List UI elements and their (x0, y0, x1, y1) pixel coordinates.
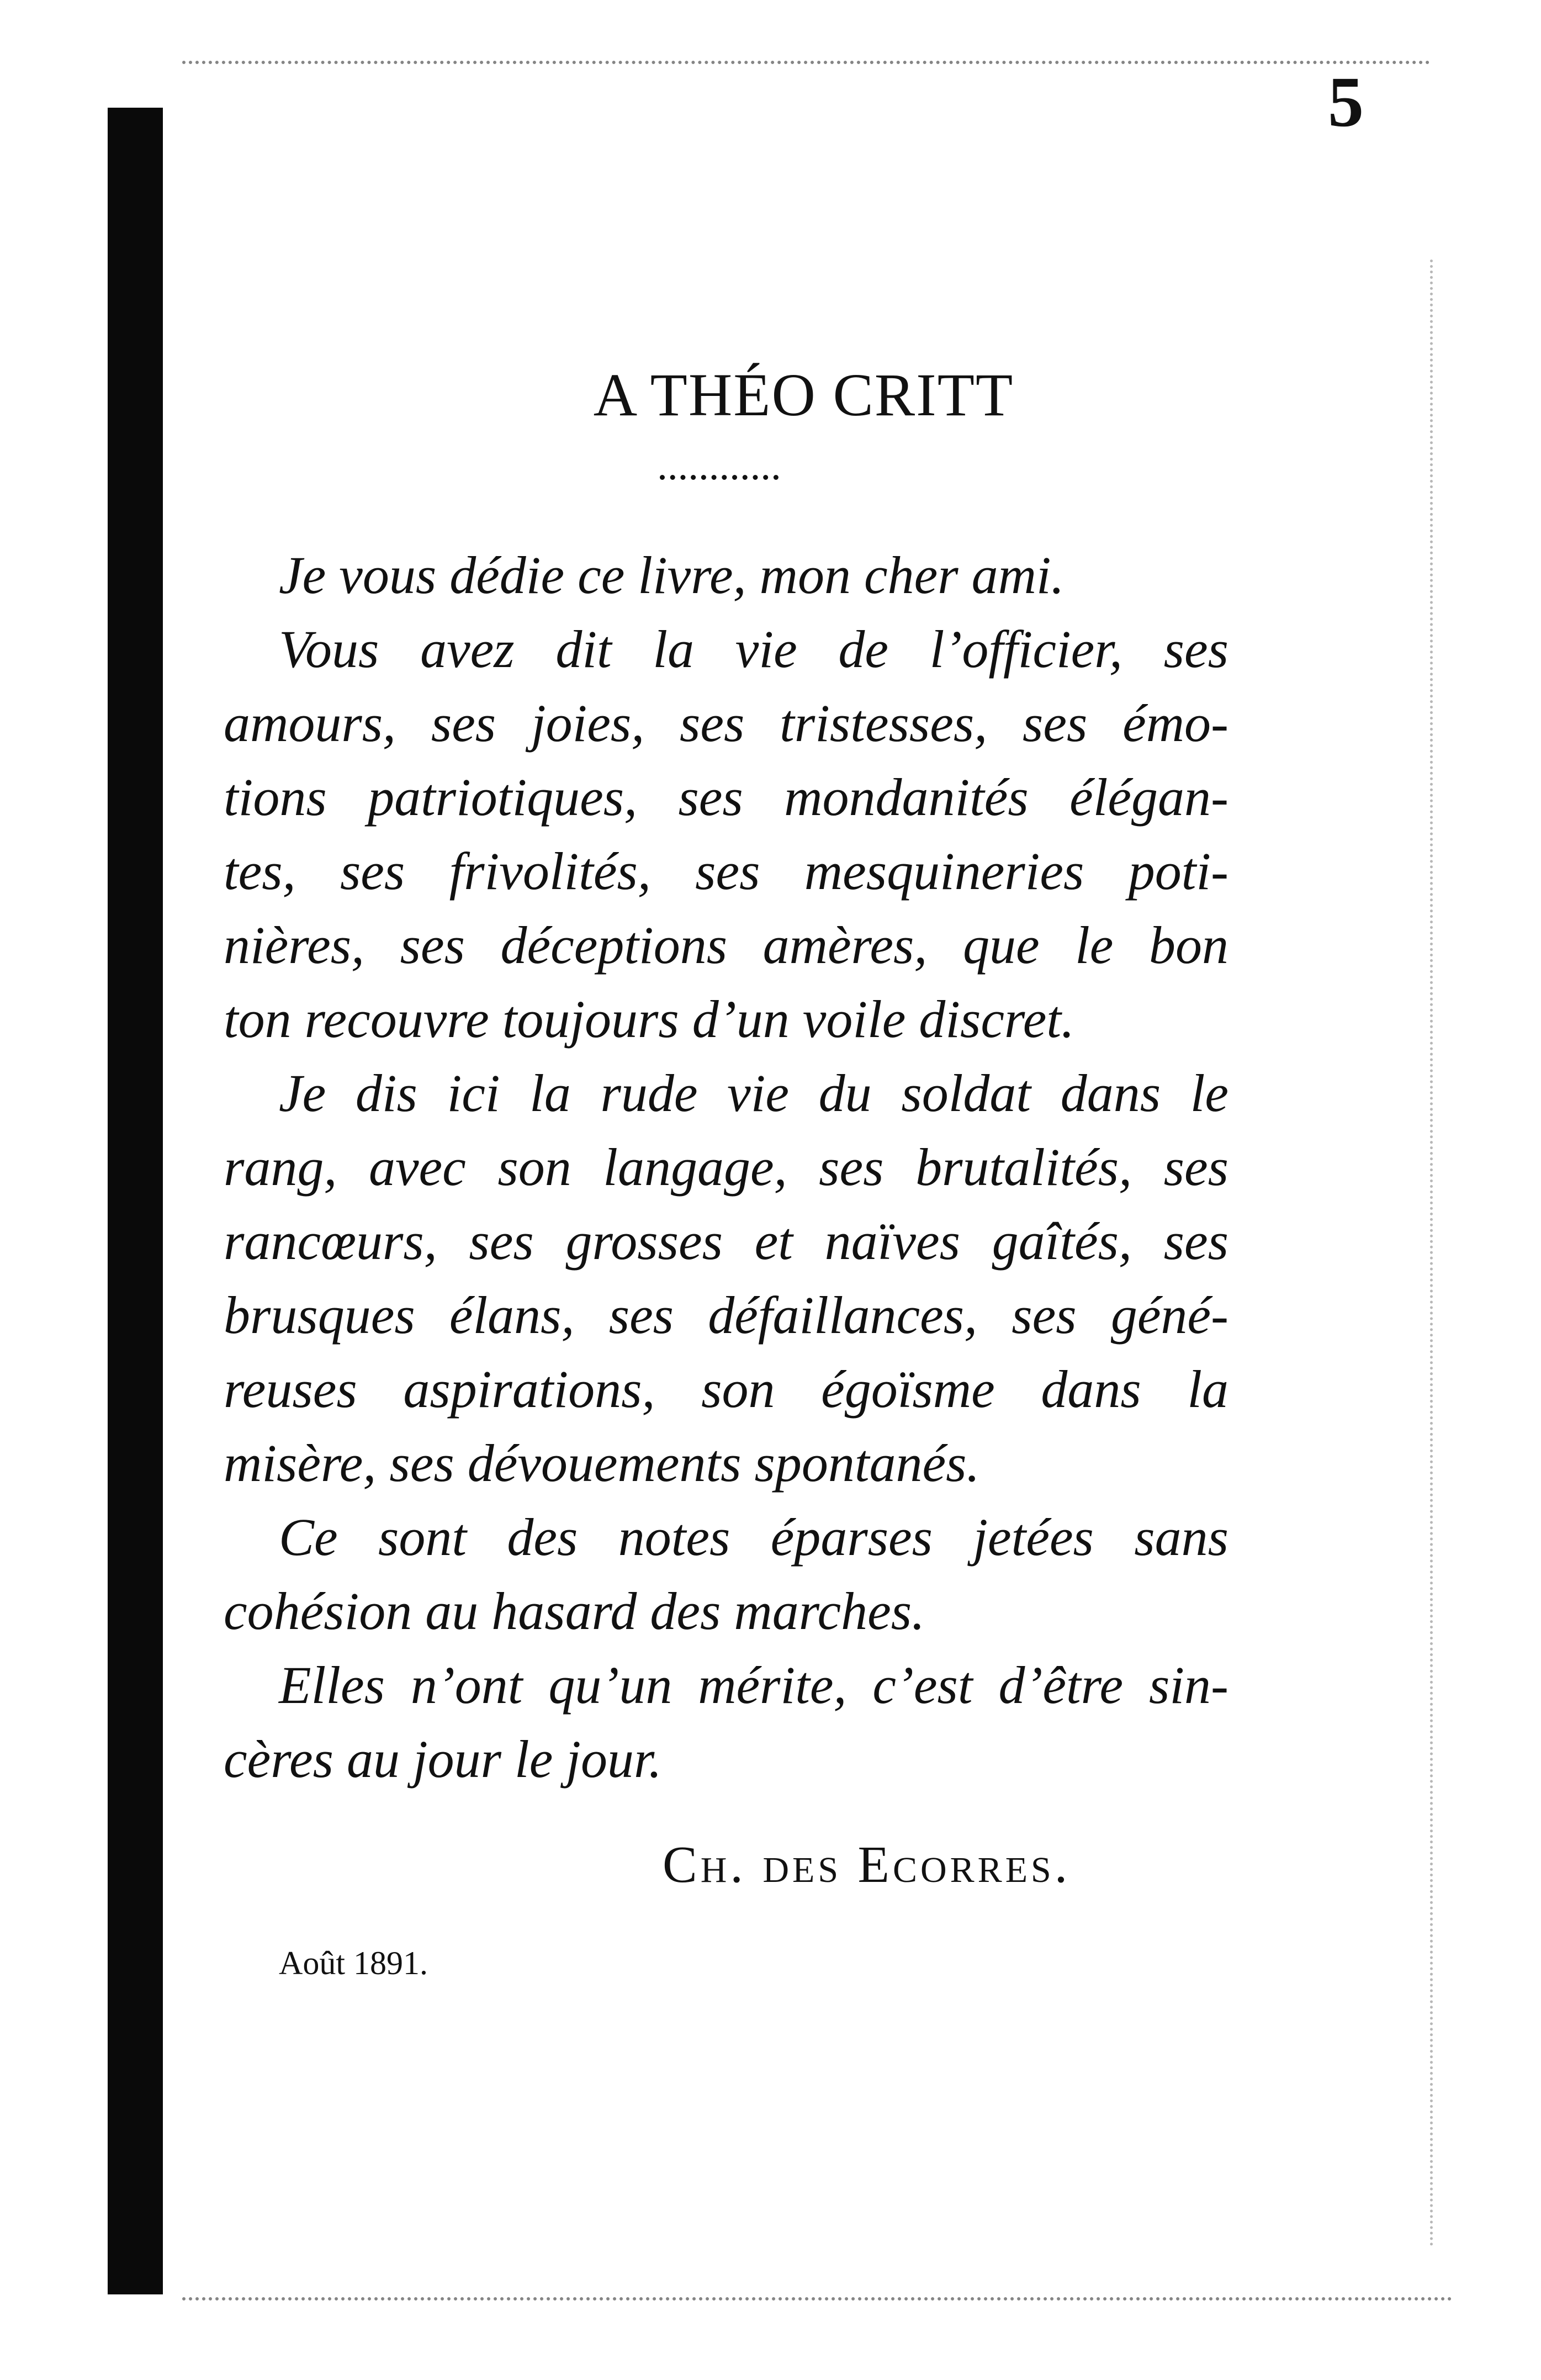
scan-right-edge (1430, 260, 1433, 2247)
scan-binding-shadow (108, 108, 163, 2294)
text-line: misère, ses dévouements spontanés. (224, 1434, 980, 1493)
text-line: amours, ses joies, ses tristesses, ses émo- (224, 694, 1228, 753)
dedication-title: A THÉO CRITT (593, 361, 1014, 429)
dedication-text (224, 538, 1228, 1796)
page-number: 5 (1328, 62, 1364, 142)
text-line: reuses aspirations, son égoïsme dans la (224, 1360, 1228, 1419)
text-line: Je dis ici la rude vie du soldat dans le (279, 1064, 1228, 1123)
text-line: rancœurs, ses grosses et naïves gaîtés, ses (224, 1212, 1228, 1271)
text-line: brusques élans, ses défaillances, ses géné- (224, 1286, 1228, 1345)
text-line: ton recouvre toujours d’un voile discret. (224, 990, 1075, 1049)
scan-bottom-edge (182, 2297, 1452, 2300)
text-line: Elles n’ont qu’un mérite, c’est d’être sin- (279, 1656, 1228, 1715)
text-line: cères au jour le jour. (224, 1730, 662, 1789)
text-line: nières, ses déceptions amères, que le bon (224, 916, 1228, 975)
dedication-date: Août 1891. (279, 1945, 428, 1981)
text-line: Je vous dédie ce livre, mon cher ami. (279, 546, 1065, 605)
text-line: tes, ses frivolités, ses mesquineries poti- (224, 842, 1228, 901)
text-line: Vous avez dit la vie de l’officier, ses (279, 620, 1228, 679)
title-rule (660, 475, 779, 480)
text-line: Ce sont des notes éparses jetées sans (279, 1508, 1228, 1567)
scan-top-edge (182, 61, 1430, 64)
author-signature: Ch. des Ecorres. (663, 1836, 1071, 1894)
text-line: cohésion au hasard des marches. (224, 1582, 925, 1641)
text-line: tions patriotiques, ses mondanités élégan- (224, 768, 1228, 827)
text-line: rang, avec son langage, ses brutalités, ses (224, 1138, 1228, 1197)
